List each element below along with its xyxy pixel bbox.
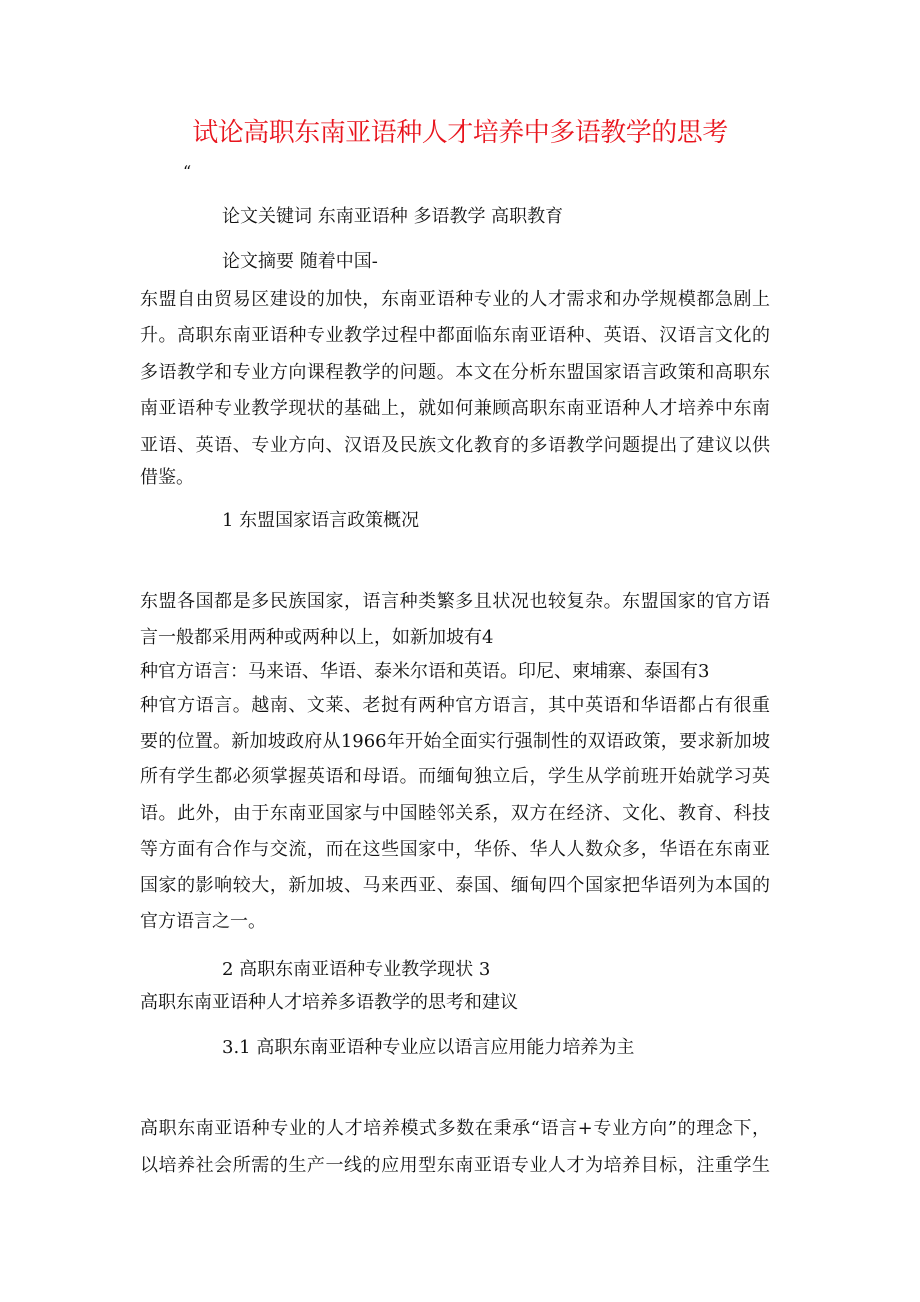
body-line: 所有学生都必须掌握英语和母语。而缅甸独立后，学生从学前班开始就学习英 [140, 766, 770, 787]
body-line: 种官方语言：马来语、华语、泰米尔语和英语。印尼、柬埔寨、泰国有3 [140, 661, 710, 682]
abstract-line: 南亚语种专业教学现状的基础上，就如何兼顾高职东南亚语种人才培养中东南 [140, 398, 770, 419]
body-line: 种官方语言。越南、文莱、老挝有两种官方语言，其中英语和华语都占有很重 [140, 695, 770, 716]
abstract-line: 多语教学和专业方向课程教学的问题。本文在分析东盟国家语言政策和高职东 [140, 362, 770, 383]
body-line: 高职东南亚语种专业的人才培养模式多数在秉承“语言+专业方向”的理念下， [140, 1118, 770, 1139]
body-line: 语。此外，由于东南亚国家与中国睦邻关系，双方在经济、文化、教育、科技 [140, 803, 770, 824]
body-line: 以培养社会所需的生产一线的应用型东南亚语专业人才为培养目标，注重学生 [140, 1155, 770, 1176]
abstract-lead: 论文摘要 随着中国- [222, 251, 378, 272]
section-heading: 高职东南亚语种人才培养多语教学的思考和建议 [140, 992, 518, 1013]
body-line: 东盟各国都是多民族国家，语言种类繁多且状况也较复杂。东盟国家的官方语 [140, 591, 770, 612]
body-line: 国家的影响较大，新加坡、马来西亚、泰国、缅甸四个国家把华语列为本国的 [140, 875, 770, 896]
abstract-line: 东盟自由贸易区建设的加快，东南亚语种专业的人才需求和办学规模都急剧上 [140, 289, 770, 310]
quote-mark: “ [183, 162, 192, 181]
abstract-line: 借鉴。 [140, 467, 194, 488]
body-line: 言一般都采用两种或两种以上，如新加坡有4 [140, 627, 494, 648]
abstract-line: 升。高职东南亚语种专业教学过程中都面临东南亚语种、英语、汉语言文化的 [140, 325, 770, 346]
document-title: 试论高职东南亚语种人才培养中多语教学的思考 [192, 118, 728, 148]
abstract-line: 亚语、英语、专业方向、汉语及民族文化教育的多语教学问题提出了建议以供 [140, 435, 770, 456]
body-line: 官方语言之一。 [140, 911, 266, 932]
keywords: 论文关键词 东南亚语种 多语教学 高职教育 [222, 206, 564, 227]
section-heading: 2 高职东南亚语种专业教学现状 3 [222, 959, 491, 980]
section-heading: 1 东盟国家语言政策概况 [222, 510, 420, 531]
body-line: 要的位置。新加坡政府从1966年开始全面实行强制性的双语政策，要求新加坡 [140, 731, 770, 752]
subsection-heading: 3.1 高职东南亚语种专业应以语言应用能力培养为主 [222, 1037, 635, 1058]
body-line: 等方面有合作与交流，而在这些国家中，华侨、华人人数众多，华语在东南亚 [140, 839, 770, 860]
